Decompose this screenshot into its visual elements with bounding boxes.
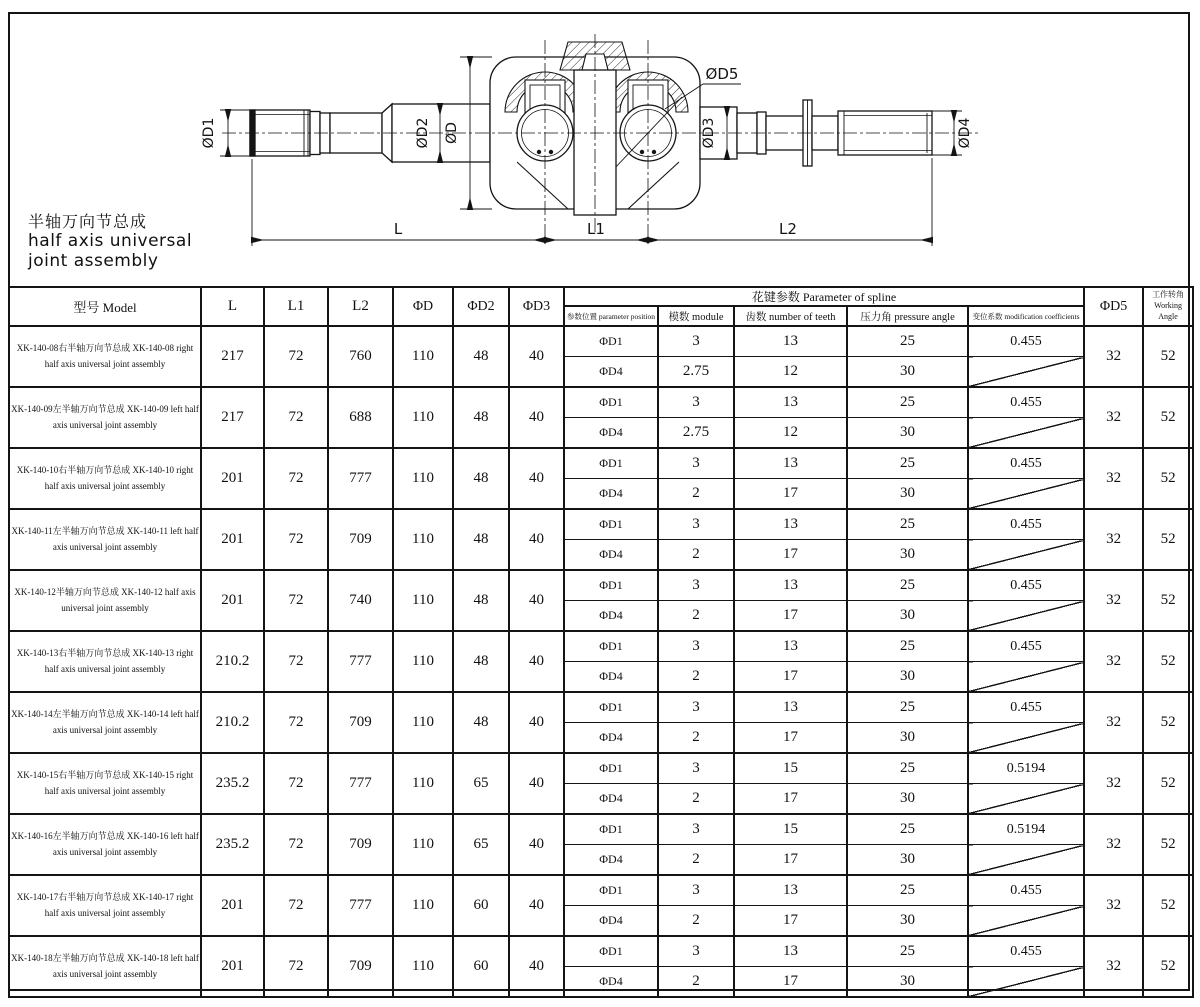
cell-d2: 60 bbox=[453, 875, 509, 936]
cell-mod-coeff-d1: 0.5194 bbox=[968, 753, 1084, 784]
header-teeth: 齿数 number of teeth bbox=[734, 306, 847, 326]
cell-module-d4: 2.75 bbox=[658, 357, 734, 388]
spec-row-d1 bbox=[9, 692, 1193, 723]
cell-l: 201 bbox=[201, 509, 264, 570]
cell-mod-coeff-d1: 0.455 bbox=[968, 509, 1084, 540]
cell-module-d4: 2 bbox=[658, 723, 734, 754]
cell-position-d1: ΦD1 bbox=[564, 631, 658, 662]
cell-teeth-d1: 13 bbox=[734, 387, 847, 418]
cell-mod-coeff-d1: 0.5194 bbox=[968, 814, 1084, 845]
cell-d3: 40 bbox=[509, 875, 564, 936]
cell-pressure-angle-d1: 25 bbox=[847, 936, 968, 967]
cell-d3: 40 bbox=[509, 814, 564, 875]
spec-row-d1 bbox=[9, 936, 1193, 967]
cell-position-d4: ΦD4 bbox=[564, 967, 658, 998]
cell-d3: 40 bbox=[509, 387, 564, 448]
cell-module-d1: 3 bbox=[658, 509, 734, 540]
cell-l1: 72 bbox=[264, 692, 328, 753]
cell-d3: 40 bbox=[509, 936, 564, 997]
cell-l1: 72 bbox=[264, 814, 328, 875]
right-bearing-dot-2 bbox=[652, 150, 656, 154]
cell-l1: 72 bbox=[264, 753, 328, 814]
cell-l1: 72 bbox=[264, 631, 328, 692]
cell-position-d1: ΦD1 bbox=[564, 753, 658, 784]
cell-mod-coeff-d4-na bbox=[968, 357, 1084, 388]
cell-d5: 32 bbox=[1084, 448, 1143, 509]
cell-teeth-d1: 13 bbox=[734, 570, 847, 601]
cell-d2: 48 bbox=[453, 631, 509, 692]
cell-mod-coeff-d4-na bbox=[968, 479, 1084, 510]
cell-mod-coeff-d1: 0.455 bbox=[968, 326, 1084, 357]
cell-l1: 72 bbox=[264, 509, 328, 570]
spec-row-d1 bbox=[9, 509, 1193, 540]
l-label: L bbox=[393, 220, 403, 238]
cell-teeth-d1: 13 bbox=[734, 936, 847, 967]
cell-d5: 32 bbox=[1084, 631, 1143, 692]
d-label: ØD bbox=[444, 122, 460, 144]
cell-d3: 40 bbox=[509, 570, 564, 631]
cell-module-d1: 3 bbox=[658, 570, 734, 601]
cell-pressure-angle-d1: 25 bbox=[847, 692, 968, 723]
header-l: L bbox=[201, 287, 264, 326]
cell-l2: 709 bbox=[328, 692, 393, 753]
cell-pressure-angle-d1: 25 bbox=[847, 631, 968, 662]
cell-pressure-angle-d4: 30 bbox=[847, 723, 968, 754]
cell-position-d4: ΦD4 bbox=[564, 418, 658, 449]
cell-module-d1: 3 bbox=[658, 692, 734, 723]
cell-teeth-d4: 17 bbox=[734, 784, 847, 815]
cell-module-d1: 3 bbox=[658, 753, 734, 784]
cell-pressure-angle-d4: 30 bbox=[847, 357, 968, 388]
cell-working-angle: 52 bbox=[1143, 936, 1193, 997]
d5-label: ØD5 bbox=[705, 65, 739, 83]
cell-model: XK-140-08右半轴万向节总成 XK-140-08 right half axis universal joint assembly bbox=[9, 326, 201, 387]
cell-l2: 777 bbox=[328, 875, 393, 936]
cell-position-d4: ΦD4 bbox=[564, 723, 658, 754]
cell-module-d1: 3 bbox=[658, 814, 734, 845]
spec-row-d1 bbox=[9, 753, 1193, 784]
cell-mod-coeff-d4-na bbox=[968, 662, 1084, 693]
cell-l1: 72 bbox=[264, 387, 328, 448]
cell-position-d1: ΦD1 bbox=[564, 570, 658, 601]
cell-d: 110 bbox=[393, 448, 453, 509]
cell-pressure-angle-d1: 25 bbox=[847, 448, 968, 479]
cell-teeth-d4: 17 bbox=[734, 601, 847, 632]
header-param-position: 参数位置 parameter position bbox=[564, 306, 658, 326]
cell-module-d4: 2 bbox=[658, 967, 734, 998]
cell-working-angle: 52 bbox=[1143, 631, 1193, 692]
cell-d: 110 bbox=[393, 753, 453, 814]
cell-position-d1: ΦD1 bbox=[564, 875, 658, 906]
cell-pressure-angle-d1: 25 bbox=[847, 326, 968, 357]
cell-d: 110 bbox=[393, 936, 453, 997]
cell-teeth-d1: 15 bbox=[734, 753, 847, 784]
cell-l: 201 bbox=[201, 936, 264, 997]
cell-teeth-d4: 12 bbox=[734, 418, 847, 449]
cell-l: 201 bbox=[201, 875, 264, 936]
cell-model: XK-140-15右半轴万向节总成 XK-140-15 right half axis universal joint assembly bbox=[9, 753, 201, 814]
header-spline-group: 花键参数 Parameter of spline bbox=[564, 287, 1084, 306]
caption-chinese: 半轴万向节总成 bbox=[28, 214, 148, 231]
cell-module-d1: 3 bbox=[658, 326, 734, 357]
header-mod-coeff: 变位系数 modification coefficients bbox=[968, 306, 1084, 326]
cell-module-d4: 2 bbox=[658, 784, 734, 815]
cell-model: XK-140-13右半轴万向节总成 XK-140-13 right half axis universal joint assembly bbox=[9, 631, 201, 692]
cell-position-d4: ΦD4 bbox=[564, 845, 658, 876]
spec-row-d1 bbox=[9, 631, 1193, 662]
spec-row-d1 bbox=[9, 814, 1193, 845]
cell-module-d4: 2.75 bbox=[658, 418, 734, 449]
cell-module-d1: 3 bbox=[658, 875, 734, 906]
cell-teeth-d1: 13 bbox=[734, 692, 847, 723]
left-bearing-dot-2 bbox=[549, 150, 553, 154]
cell-working-angle: 52 bbox=[1143, 448, 1193, 509]
header-working-angle-en: Working Angle bbox=[1154, 301, 1182, 321]
cell-mod-coeff-d4-na bbox=[968, 723, 1084, 754]
header-pressure-angle: 压力角 pressure angle bbox=[847, 306, 968, 326]
cell-l: 217 bbox=[201, 387, 264, 448]
header-d2: ΦD2 bbox=[453, 287, 509, 326]
cell-d5: 32 bbox=[1084, 936, 1143, 997]
cell-pressure-angle-d4: 30 bbox=[847, 845, 968, 876]
cell-pressure-angle-d4: 30 bbox=[847, 662, 968, 693]
cell-working-angle: 52 bbox=[1143, 875, 1193, 936]
d3-label: ØD3 bbox=[701, 117, 717, 149]
cell-model: XK-140-17右半轴万向节总成 XK-140-17 right half axis universal joint assembly bbox=[9, 875, 201, 936]
cell-mod-coeff-d1: 0.455 bbox=[968, 936, 1084, 967]
cell-d5: 32 bbox=[1084, 326, 1143, 387]
cell-l1: 72 bbox=[264, 936, 328, 997]
cell-d: 110 bbox=[393, 875, 453, 936]
header-module: 模数 module bbox=[658, 306, 734, 326]
header-d: ΦD bbox=[393, 287, 453, 326]
cell-model: XK-140-12半轴万向节总成 XK-140-12 half axis universal joint assembly bbox=[9, 570, 201, 631]
cell-l2: 740 bbox=[328, 570, 393, 631]
cell-d5: 32 bbox=[1084, 753, 1143, 814]
cell-module-d1: 3 bbox=[658, 387, 734, 418]
cell-teeth-d4: 17 bbox=[734, 540, 847, 571]
cell-l: 210.2 bbox=[201, 692, 264, 753]
cell-teeth-d4: 12 bbox=[734, 357, 847, 388]
cell-l: 217 bbox=[201, 326, 264, 387]
cell-mod-coeff-d4-na bbox=[968, 784, 1084, 815]
header-l1: L1 bbox=[264, 287, 328, 326]
cell-d: 110 bbox=[393, 570, 453, 631]
cell-position-d4: ΦD4 bbox=[564, 479, 658, 510]
caption-english-1: half axis universal bbox=[28, 231, 193, 252]
cell-teeth-d1: 13 bbox=[734, 631, 847, 662]
cell-d2: 48 bbox=[453, 448, 509, 509]
cell-d5: 32 bbox=[1084, 570, 1143, 631]
cell-pressure-angle-d4: 30 bbox=[847, 540, 968, 571]
cell-pressure-angle-d1: 25 bbox=[847, 570, 968, 601]
cell-d3: 40 bbox=[509, 326, 564, 387]
cell-l: 210.2 bbox=[201, 631, 264, 692]
cell-model: XK-140-14左半轴万向节总成 XK-140-14 left half axis universal joint assembly bbox=[9, 692, 201, 753]
cell-teeth-d1: 13 bbox=[734, 875, 847, 906]
cell-module-d4: 2 bbox=[658, 906, 734, 937]
cell-teeth-d4: 17 bbox=[734, 906, 847, 937]
header-d3: ΦD3 bbox=[509, 287, 564, 326]
cell-mod-coeff-d1: 0.455 bbox=[968, 448, 1084, 479]
cell-d2: 48 bbox=[453, 692, 509, 753]
l1-label: L1 bbox=[587, 220, 605, 238]
cell-l: 235.2 bbox=[201, 753, 264, 814]
cell-d: 110 bbox=[393, 326, 453, 387]
cell-position-d4: ΦD4 bbox=[564, 662, 658, 693]
cell-position-d1: ΦD1 bbox=[564, 448, 658, 479]
cell-pressure-angle-d4: 30 bbox=[847, 967, 968, 998]
cell-pressure-angle-d4: 30 bbox=[847, 784, 968, 815]
cell-d5: 32 bbox=[1084, 875, 1143, 936]
spec-row-d1 bbox=[9, 875, 1193, 906]
cell-working-angle: 52 bbox=[1143, 692, 1193, 753]
cell-mod-coeff-d1: 0.455 bbox=[968, 875, 1084, 906]
cell-position-d1: ΦD1 bbox=[564, 814, 658, 845]
cell-pressure-angle-d4: 30 bbox=[847, 479, 968, 510]
cell-position-d1: ΦD1 bbox=[564, 692, 658, 723]
cell-teeth-d4: 17 bbox=[734, 662, 847, 693]
header-d5: ΦD5 bbox=[1084, 287, 1143, 326]
cell-l2: 709 bbox=[328, 814, 393, 875]
cell-mod-coeff-d4-na bbox=[968, 418, 1084, 449]
cell-working-angle: 52 bbox=[1143, 814, 1193, 875]
cell-mod-coeff-d1: 0.455 bbox=[968, 692, 1084, 723]
cell-mod-coeff-d4-na bbox=[968, 540, 1084, 571]
cell-teeth-d4: 17 bbox=[734, 845, 847, 876]
cell-mod-coeff-d4-na bbox=[968, 906, 1084, 937]
cell-l: 235.2 bbox=[201, 814, 264, 875]
cell-mod-coeff-d4-na bbox=[968, 845, 1084, 876]
cell-d: 110 bbox=[393, 814, 453, 875]
spec-row-d1 bbox=[9, 387, 1193, 418]
spec-table-body bbox=[9, 326, 1193, 997]
cell-d3: 40 bbox=[509, 753, 564, 814]
cell-model: XK-140-18左半轴万向节总成 XK-140-18 left half axis universal joint assembly bbox=[9, 936, 201, 997]
cell-working-angle: 52 bbox=[1143, 509, 1193, 570]
cell-teeth-d1: 15 bbox=[734, 814, 847, 845]
cell-d: 110 bbox=[393, 509, 453, 570]
cell-module-d1: 3 bbox=[658, 631, 734, 662]
cell-l1: 72 bbox=[264, 448, 328, 509]
drawing-caption bbox=[28, 214, 192, 271]
cell-l2: 688 bbox=[328, 387, 393, 448]
l2-label: L2 bbox=[779, 220, 797, 238]
spec-row-d1 bbox=[9, 570, 1193, 601]
cell-l1: 72 bbox=[264, 326, 328, 387]
cell-d5: 32 bbox=[1084, 814, 1143, 875]
cell-module-d4: 2 bbox=[658, 662, 734, 693]
cell-d3: 40 bbox=[509, 692, 564, 753]
spec-row-d1 bbox=[9, 448, 1193, 479]
cell-teeth-d4: 17 bbox=[734, 479, 847, 510]
cell-position-d4: ΦD4 bbox=[564, 601, 658, 632]
cell-teeth-d1: 13 bbox=[734, 326, 847, 357]
cell-pressure-angle-d1: 25 bbox=[847, 509, 968, 540]
cell-d3: 40 bbox=[509, 448, 564, 509]
header-working-angle bbox=[1143, 287, 1193, 326]
cell-position-d4: ΦD4 bbox=[564, 357, 658, 388]
cell-teeth-d1: 13 bbox=[734, 509, 847, 540]
cell-teeth-d4: 17 bbox=[734, 723, 847, 754]
cell-working-angle: 52 bbox=[1143, 387, 1193, 448]
spec-table bbox=[8, 286, 1194, 998]
cell-l: 201 bbox=[201, 570, 264, 631]
cell-d3: 40 bbox=[509, 509, 564, 570]
cell-mod-coeff-d4-na bbox=[968, 967, 1084, 998]
cell-d2: 48 bbox=[453, 326, 509, 387]
cell-d3: 40 bbox=[509, 631, 564, 692]
cell-position-d4: ΦD4 bbox=[564, 906, 658, 937]
cell-d: 110 bbox=[393, 387, 453, 448]
cell-d2: 48 bbox=[453, 509, 509, 570]
cell-working-angle: 52 bbox=[1143, 326, 1193, 387]
cell-working-angle: 52 bbox=[1143, 570, 1193, 631]
cell-l1: 72 bbox=[264, 875, 328, 936]
cell-mod-coeff-d1: 0.455 bbox=[968, 570, 1084, 601]
right-bearing-dot-1 bbox=[640, 150, 644, 154]
d4-label: ØD4 bbox=[957, 117, 973, 149]
cell-pressure-angle-d1: 25 bbox=[847, 387, 968, 418]
cell-l: 201 bbox=[201, 448, 264, 509]
cell-pressure-angle-d1: 25 bbox=[847, 875, 968, 906]
cell-model: XK-140-11左半轴万向节总成 XK-140-11 left half axis universal joint assembly bbox=[9, 509, 201, 570]
cell-module-d4: 2 bbox=[658, 540, 734, 571]
cell-position-d1: ΦD1 bbox=[564, 509, 658, 540]
spec-table-header bbox=[9, 287, 1193, 326]
d1-label: ØD1 bbox=[201, 117, 217, 149]
cell-l2: 777 bbox=[328, 753, 393, 814]
cell-d2: 48 bbox=[453, 387, 509, 448]
cell-l2: 777 bbox=[328, 448, 393, 509]
cell-d5: 32 bbox=[1084, 387, 1143, 448]
cell-teeth-d1: 13 bbox=[734, 448, 847, 479]
cell-pressure-angle-d1: 25 bbox=[847, 753, 968, 784]
cell-pressure-angle-d4: 30 bbox=[847, 418, 968, 449]
cell-d5: 32 bbox=[1084, 692, 1143, 753]
cell-l2: 777 bbox=[328, 631, 393, 692]
cell-l2: 709 bbox=[328, 509, 393, 570]
cell-position-d1: ΦD1 bbox=[564, 326, 658, 357]
cell-d: 110 bbox=[393, 692, 453, 753]
cell-d2: 60 bbox=[453, 936, 509, 997]
cell-pressure-angle-d4: 30 bbox=[847, 906, 968, 937]
cell-mod-coeff-d1: 0.455 bbox=[968, 631, 1084, 662]
cell-teeth-d4: 17 bbox=[734, 967, 847, 998]
cell-module-d4: 2 bbox=[658, 479, 734, 510]
cell-l1: 72 bbox=[264, 570, 328, 631]
cell-model: XK-140-09左半轴万向节总成 XK-140-09 left half axis universal joint assembly bbox=[9, 387, 201, 448]
cell-module-d1: 3 bbox=[658, 936, 734, 967]
cell-d2: 48 bbox=[453, 570, 509, 631]
spec-row-d1 bbox=[9, 326, 1193, 357]
cell-position-d4: ΦD4 bbox=[564, 784, 658, 815]
cell-d: 110 bbox=[393, 631, 453, 692]
left-bearing-dot-1 bbox=[537, 150, 541, 154]
header-l2: L2 bbox=[328, 287, 393, 326]
cell-mod-coeff-d4-na bbox=[968, 601, 1084, 632]
cell-position-d4: ΦD4 bbox=[564, 540, 658, 571]
header-model: 型号 Model bbox=[9, 287, 201, 326]
cell-working-angle: 52 bbox=[1143, 753, 1193, 814]
cell-module-d4: 2 bbox=[658, 601, 734, 632]
header-working-angle-cn: 工作转角 bbox=[1152, 290, 1185, 300]
caption-english-2: joint assembly bbox=[28, 250, 159, 271]
cell-d2: 65 bbox=[453, 753, 509, 814]
cell-pressure-angle-d1: 25 bbox=[847, 814, 968, 845]
cell-l2: 709 bbox=[328, 936, 393, 997]
cell-l2: 760 bbox=[328, 326, 393, 387]
cell-pressure-angle-d4: 30 bbox=[847, 601, 968, 632]
cell-model: XK-140-16左半轴万向节总成 XK-140-16 left half axis universal joint assembly bbox=[9, 814, 201, 875]
cell-position-d1: ΦD1 bbox=[564, 387, 658, 418]
cell-d2: 65 bbox=[453, 814, 509, 875]
cell-model: XK-140-10右半轴万向节总成 XK-140-10 right half axis universal joint assembly bbox=[9, 448, 201, 509]
cell-module-d1: 3 bbox=[658, 448, 734, 479]
d2-label: ØD2 bbox=[415, 117, 431, 149]
cell-position-d1: ΦD1 bbox=[564, 936, 658, 967]
cell-mod-coeff-d1: 0.455 bbox=[968, 387, 1084, 418]
cell-d5: 32 bbox=[1084, 509, 1143, 570]
cell-module-d4: 2 bbox=[658, 845, 734, 876]
